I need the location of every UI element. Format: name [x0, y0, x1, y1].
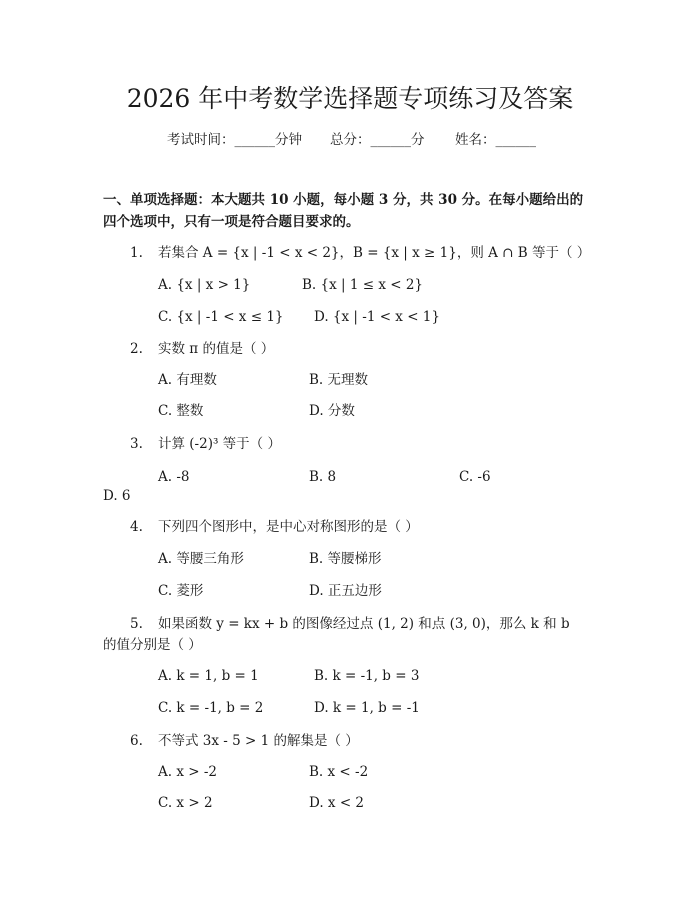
option-c: C. 整数 [158, 403, 204, 419]
question-stem: 不等式 3x - 5 > 1 的解集是（ ） [158, 733, 359, 749]
option-c: C. {x | -1 < x ≤ 1} [158, 309, 284, 325]
option-b: B. x < -2 [309, 764, 369, 780]
option-b: B. k = -1, b = 3 [314, 668, 420, 684]
option-d: D. k = 1, b = -1 [314, 700, 420, 716]
option-b: B. 8 [309, 469, 337, 485]
option-d: D. x < 2 [309, 795, 365, 811]
question-stem: 如果函数 y = kx + b 的图像经过点 (1, 2) 和点 (3, 0)，那么 k 和 b [158, 616, 570, 632]
option-a: A. 有理数 [158, 372, 217, 388]
document-title: 2026 年中考数学选择题专项练习及答案 [126, 84, 574, 113]
option-a: A. x > -2 [158, 764, 217, 780]
option-a: A. k = 1, b = 1 [158, 668, 259, 684]
option-a: A. {x | x > 1} [158, 277, 251, 293]
option-b: B. {x | 1 ≤ x < 2} [302, 277, 424, 293]
question-number: 4. [130, 519, 143, 535]
section-heading: 一、单项选择题：本大题共 10 小题，每小题 3 分，共 30 分。在每小题给出的四个选项中，只有一项是符合题目要求的。 [103, 192, 584, 230]
option-d: D. 分数 [309, 403, 355, 419]
option-c: C. 菱形 [158, 583, 204, 599]
question-number: 3. [130, 436, 143, 452]
total-score-field: 总分：______分 [330, 132, 425, 148]
option-b: B. 等腰梯形 [309, 551, 382, 567]
option-d: D. {x | -1 < x < 1} [314, 309, 440, 325]
option-c: C. x > 2 [158, 795, 213, 811]
question-stem: 实数 π 的值是（ ） [158, 341, 275, 357]
question-stem-continued: 的值分别是（ ） [103, 637, 202, 653]
option-a: A. 等腰三角形 [158, 551, 244, 567]
exam-time-field: 考试时间：______分钟 [167, 132, 302, 148]
question-stem: 若集合 A = {x | -1 < x < 2}，B = {x | x ≥ 1}，则 A ∩ B 等于（ ） [158, 245, 591, 261]
question-number: 2. [130, 341, 143, 357]
question-stem: 下列四个图形中，是中心对称图形的是（ ） [158, 519, 419, 535]
option-a: A. -8 [158, 469, 190, 485]
option-d: D. 6 [103, 488, 131, 504]
option-c: C. -6 [459, 469, 491, 485]
question-stem: 计算 (-2)³ 等于（ ） [158, 436, 281, 452]
question-number: 1. [130, 245, 143, 261]
student-name-field: 姓名：______ [455, 132, 536, 148]
option-d: D. 正五边形 [309, 583, 382, 599]
option-b: B. 无理数 [309, 372, 369, 388]
question-number: 5. [130, 616, 143, 632]
option-c: C. k = -1, b = 2 [158, 700, 264, 716]
question-number: 6. [130, 733, 143, 749]
